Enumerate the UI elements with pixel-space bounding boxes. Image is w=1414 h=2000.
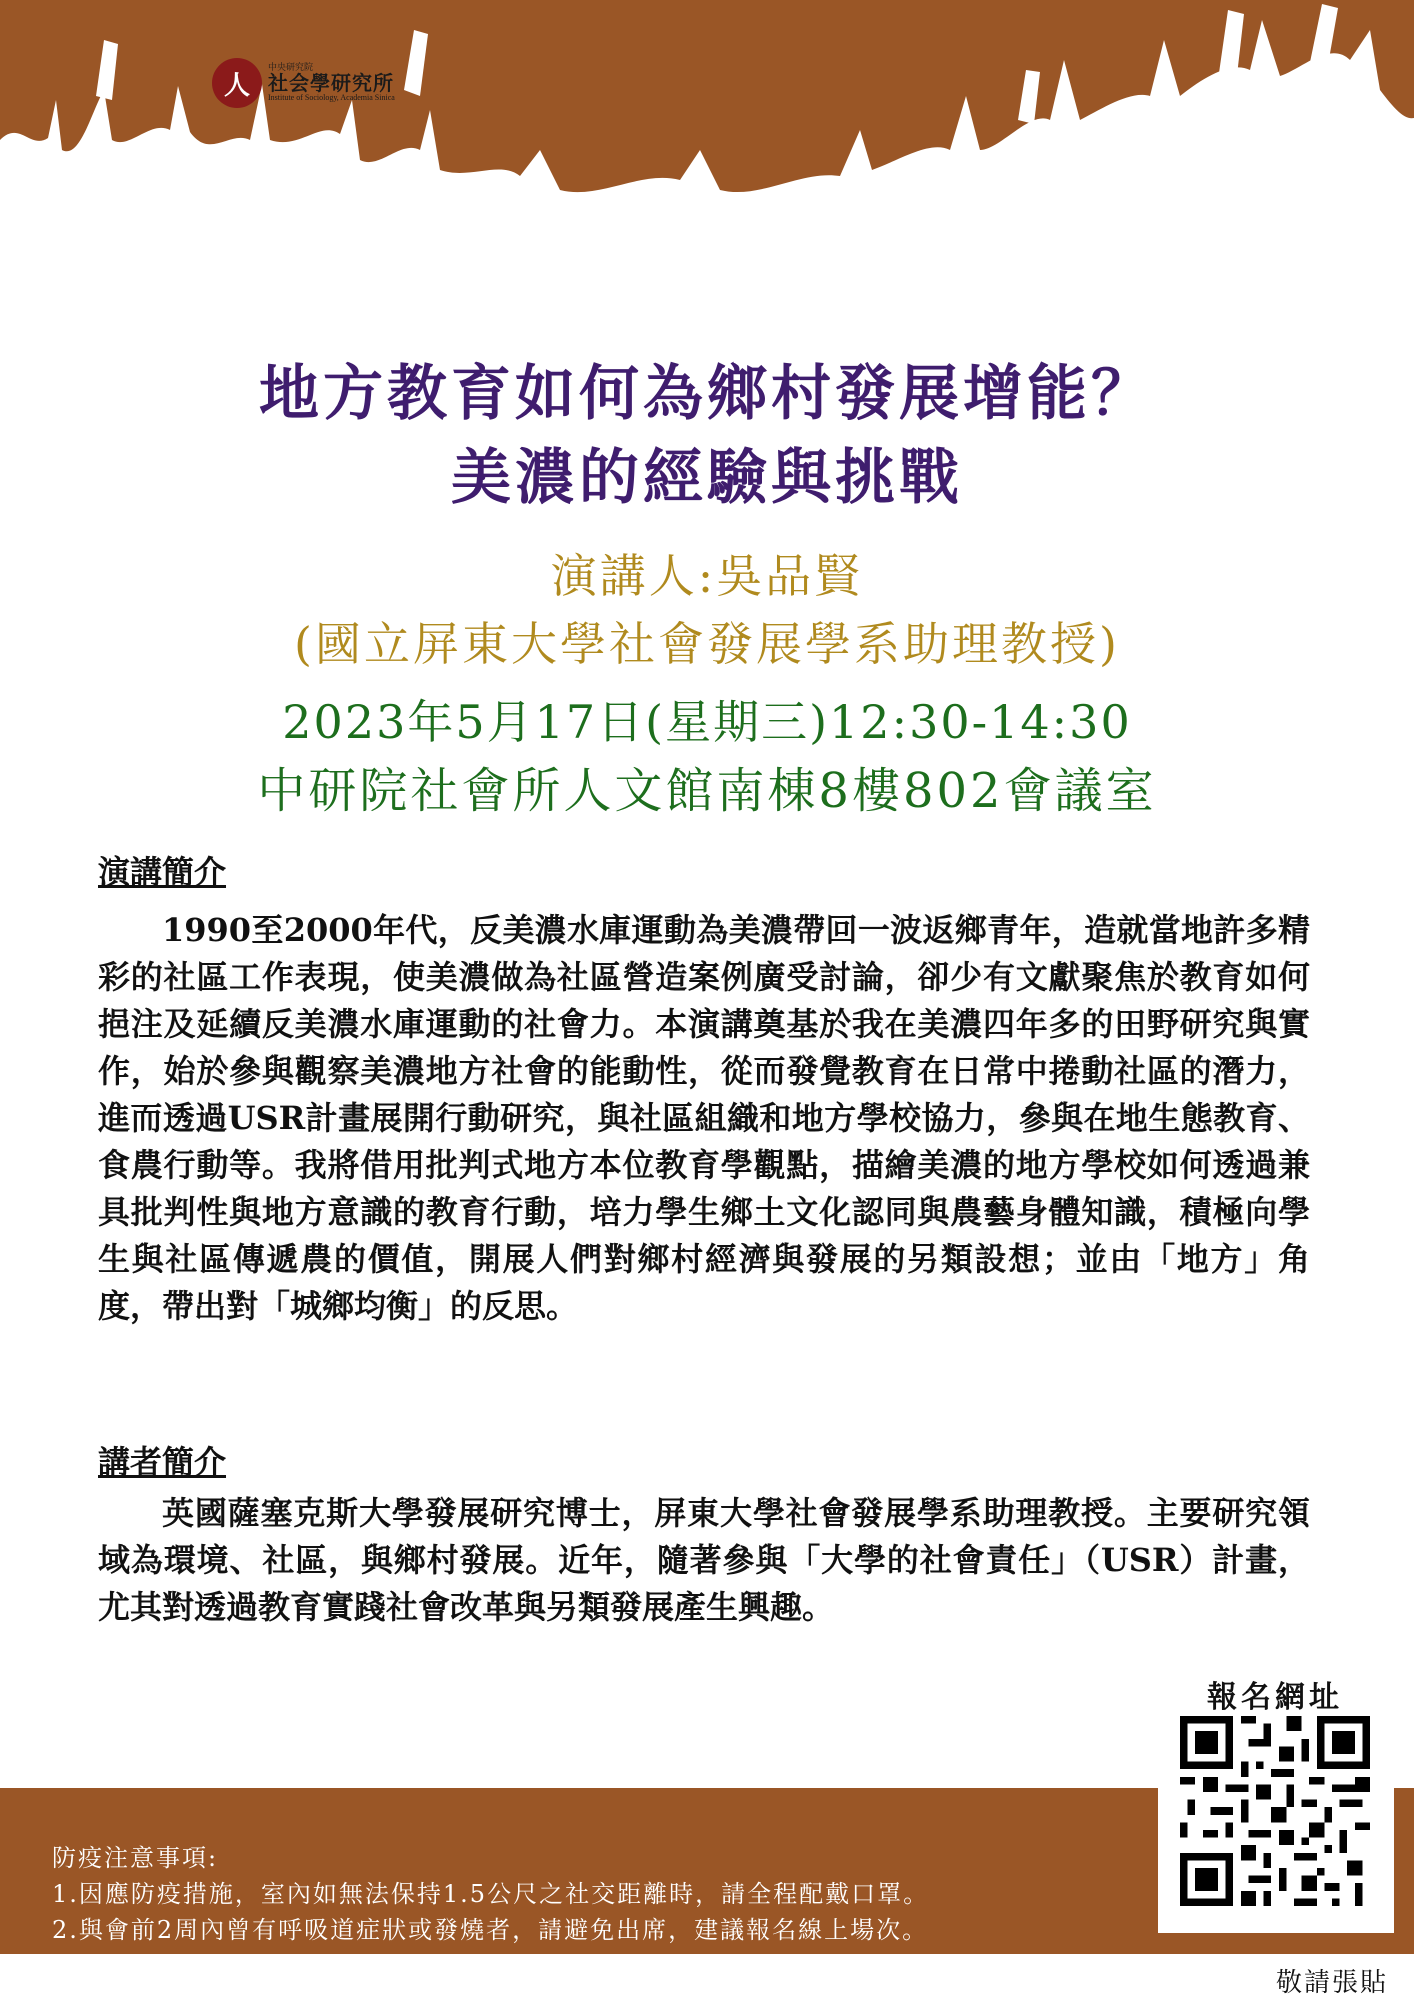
speaker-line: 演講人:吳品賢	[550, 549, 864, 603]
event-venue: 中研院社會所人文館南棟8樓802會議室	[257, 763, 1157, 819]
institute-logo-text	[268, 64, 395, 103]
institute-logo	[212, 58, 395, 108]
speaker-affiliation: (國立屏東大學社會發展學系助理教授)	[294, 617, 1120, 671]
qr-finder-pattern	[1180, 1716, 1233, 1769]
institute-logo-icon: 人	[212, 58, 262, 108]
notice-item-2: 2.與會前2周內曾有呼吸道症狀或發燒者，請避免出席，建議報名線上場次。	[52, 1916, 929, 1944]
poster-title-line-1: 地方教育如何為鄉村發展增能？	[259, 359, 1155, 429]
posting-note: 敬請張貼	[1275, 1968, 1388, 1998]
logo-english-name: Institute of Sociology, Academia Sinica	[268, 93, 395, 103]
logo-institute-name: 社会學研究所	[268, 71, 394, 96]
poster-title-line-2: 美濃的經驗與挑戰	[451, 443, 963, 513]
registration-label: 報名網址	[1207, 1680, 1343, 1715]
talk-intro-text: 1990至2000年代，反美濃水庫運動為美濃帶回一波返鄉青年，造就當地許多精彩的社區工作表現，使美濃做為社區營造案例廣受討論，卻少有文獻聚焦於教育如何挹注及延續反美濃水庫運動的社會力。本演講奠基於我在美濃四年多的田野研究與實作，始於參與觀察美濃地方社會的能動性，從而發覺教育在日常中捲動社區的潛力，進而透過USR計畫展開行動研究，與社區組織和地方學校協力，參與在地生態教育、食農行動等。我將借用批判式地方本位教育學觀點，描繪美濃的地方學校如何透過兼具批判性與地方意識的教育行動，培力學生鄉土文化認同與農藝身體知識，積極向學生與社區傳遞農的價值，開展人們對鄉村經濟與發展的另類設想；並由「地方」角度，帶出對「城鄉均衡」的反思。	[98, 911, 1310, 1325]
talk-intro-heading: 演講簡介	[98, 853, 227, 891]
speaker-intro-heading: 講者簡介	[98, 1443, 227, 1481]
event-datetime: 2023年5月17日(星期三)12:30-14:30	[282, 695, 1132, 749]
speaker-intro-text: 英國薩塞克斯大學發展研究博士，屏東大學社會發展學系助理教授。主要研究領域為環境、社區，與鄉村發展。近年，隨著參與「大學的社會責任」（USR）計畫，尤其對透過教育實踐社會改革與另類發展產生興趣。	[98, 1494, 1310, 1626]
qr-finder-pattern	[1317, 1716, 1370, 1769]
qr-code-icon[interactable]	[1180, 1716, 1370, 1906]
notice-item-1: 1.因應防疫措施，室內如無法保持1.5公尺之社交距離時，請全程配戴口罩。	[52, 1880, 930, 1908]
qr-finder-pattern	[1180, 1853, 1233, 1906]
logo-academy-name: 中央研究院	[268, 62, 314, 73]
notice-title: 防疫注意事項:	[52, 1844, 219, 1872]
header-crowd-banner	[0, 0, 1414, 330]
